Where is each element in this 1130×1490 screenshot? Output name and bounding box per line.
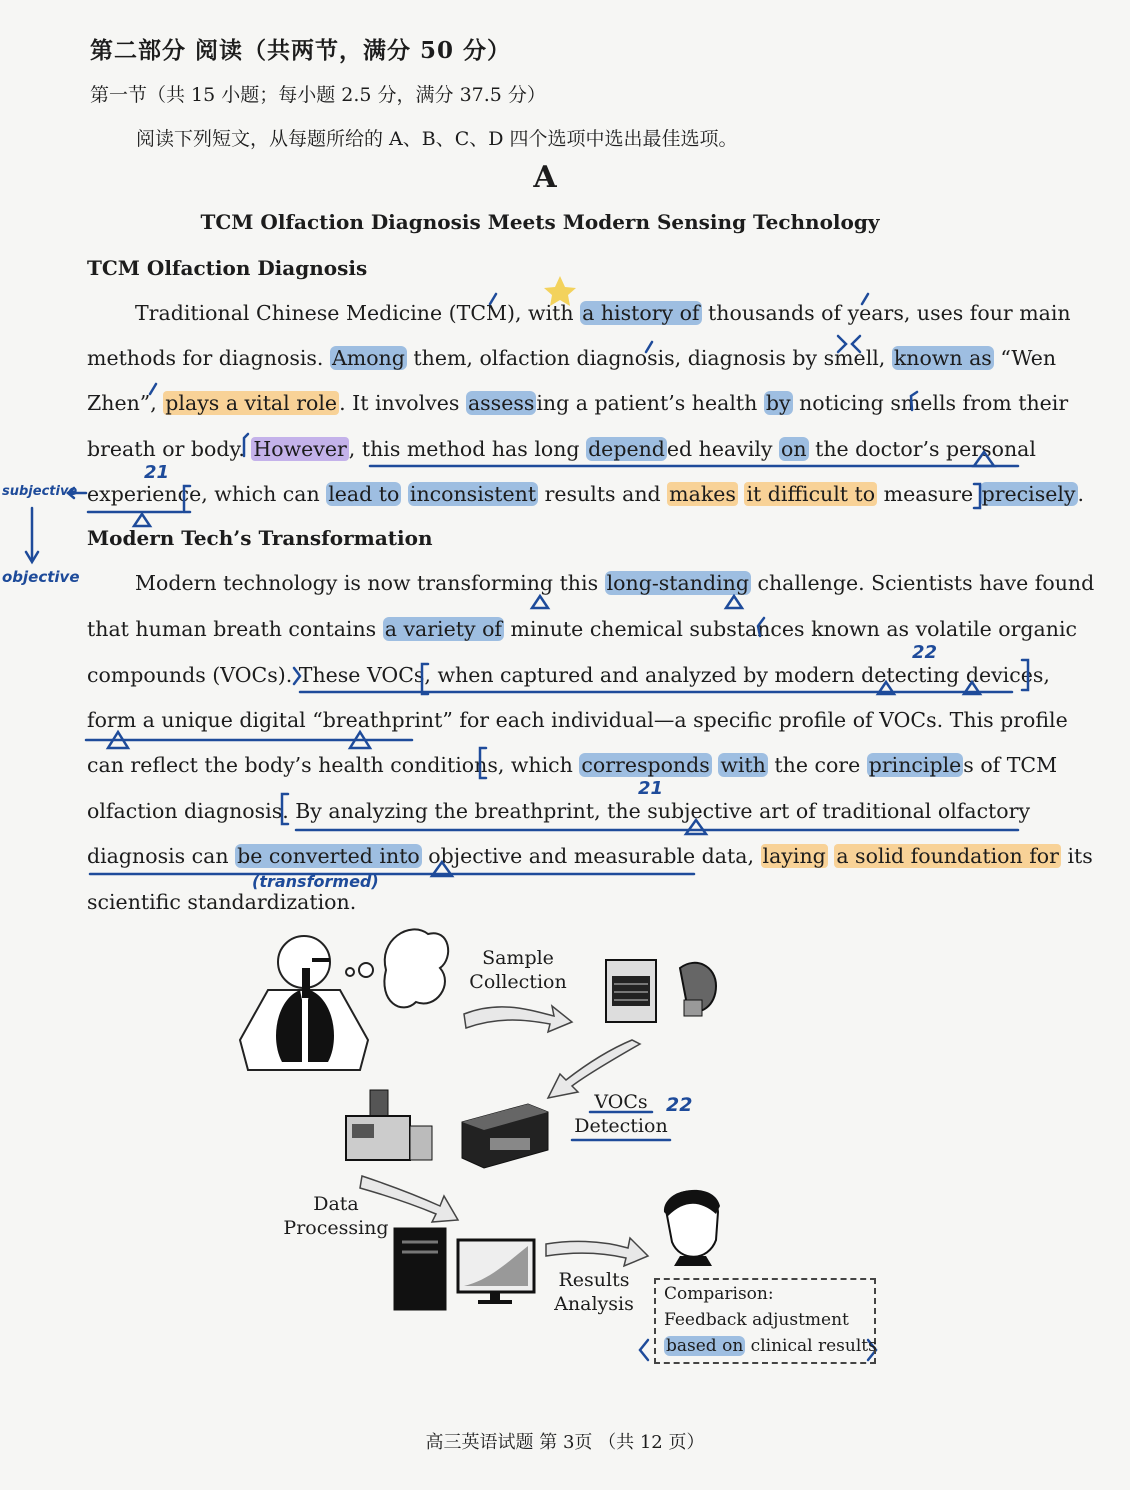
comparison-clinical: based on clinical results [666,1336,877,1356]
page-footer: 高三英语试题 第 3页 （共 12 页） [425,1432,705,1453]
p1-line3: Zhen”, plays a vital role. It involves assessing a patient’s health by noticing smells from their [87,391,1069,415]
subsection-title: 第一节（共 15 小题；每小题 2.5 分，满分 37.5 分） [90,84,546,106]
breath-sampler-icon [680,963,716,1016]
annotation-q21-a: 21 [144,462,170,483]
comparison-title: Comparison: [664,1284,774,1304]
p1-line1: Traditional Chinese Medicine (TCM), with a history of thousands of years, uses four main [135,301,1071,325]
p1-line2: methods for diagnosis. Among them, olfaction diagnosis, diagnosis by smell, known as “Wen [87,346,1057,370]
instruction: 阅读下列短文，从每题所给的 A、B、C、D 四个选项中选出最佳选项。 [136,128,738,150]
human-respiratory-icon [240,936,368,1070]
annotation-subjective: subjective [2,484,78,499]
computer-tower-icon [394,1228,446,1310]
p2-line6: olfaction diagnosis. By analyzing the breathprint, the subjective art of traditional olfactory [87,799,1031,823]
comparison-feedback: Feedback adjustment [664,1310,849,1330]
voc-detector-icon [462,1104,548,1168]
p2-line1: Modern technology is now transforming this long-standing challenge. Scientists have found [135,571,1095,595]
p1-line4: breath or body. However, this method has long depended heavily on the doctor’s personal [87,437,1036,461]
annotation-objective: objective [2,568,80,586]
p2-line2: that human breath contains a variety of minute chemical substances known as volatile organic [87,617,1078,641]
label-results-analysis: Results Analysis [554,1269,634,1315]
heading-modern-tech: Modern Tech’s Transformation [87,526,433,550]
annotation-q21-b: 21 [638,778,664,799]
annotation-q22-a: 22 [912,642,938,663]
heading-tcm-olfaction: TCM Olfaction Diagnosis [87,256,368,280]
annotation-transformed: (transformed) [252,872,379,891]
p2-line3: compounds (VOCs). These VOCs, when captured and analyzed by modern detecting devices, [87,663,1050,687]
comparison-box [654,1278,876,1364]
p2-line7: diagnosis can be converted into objective and measurable data, laying a solid foundation for its [87,844,1093,868]
annotation-q22-b: 22 [666,1094,693,1116]
p2-line8: scientific standardization. [87,890,357,914]
section-title: 第二部分 阅读（共两节，满分 50 分） [90,37,512,64]
p2-line5: can reflect the body’s health conditions, which corresponds with the core principles of TCM [87,753,1058,777]
doctor-head-icon [664,1190,720,1266]
gas-chromatograph-icon [346,1090,432,1160]
passage-title: TCM Olfaction Diagnosis Meets Modern Sensing Technology [200,210,880,234]
thought-bubble-icon [346,929,448,1007]
label-sample-collection: Sample Collection [469,947,567,993]
label-data-processing: Data Processing [283,1193,389,1239]
label-vocs-detection: VOCs Detection [574,1091,668,1137]
monitor-icon [458,1240,534,1304]
p1-line5: experience, which can lead to inconsistent results and makes it difficult to measure precisely. [87,482,1085,506]
p2-line4: form a unique digital “breathprint” for each individual—a specific profile of VOCs. This profile [87,708,1068,732]
sample-bag-icon [606,960,656,1022]
passage-letter: A [533,160,557,195]
